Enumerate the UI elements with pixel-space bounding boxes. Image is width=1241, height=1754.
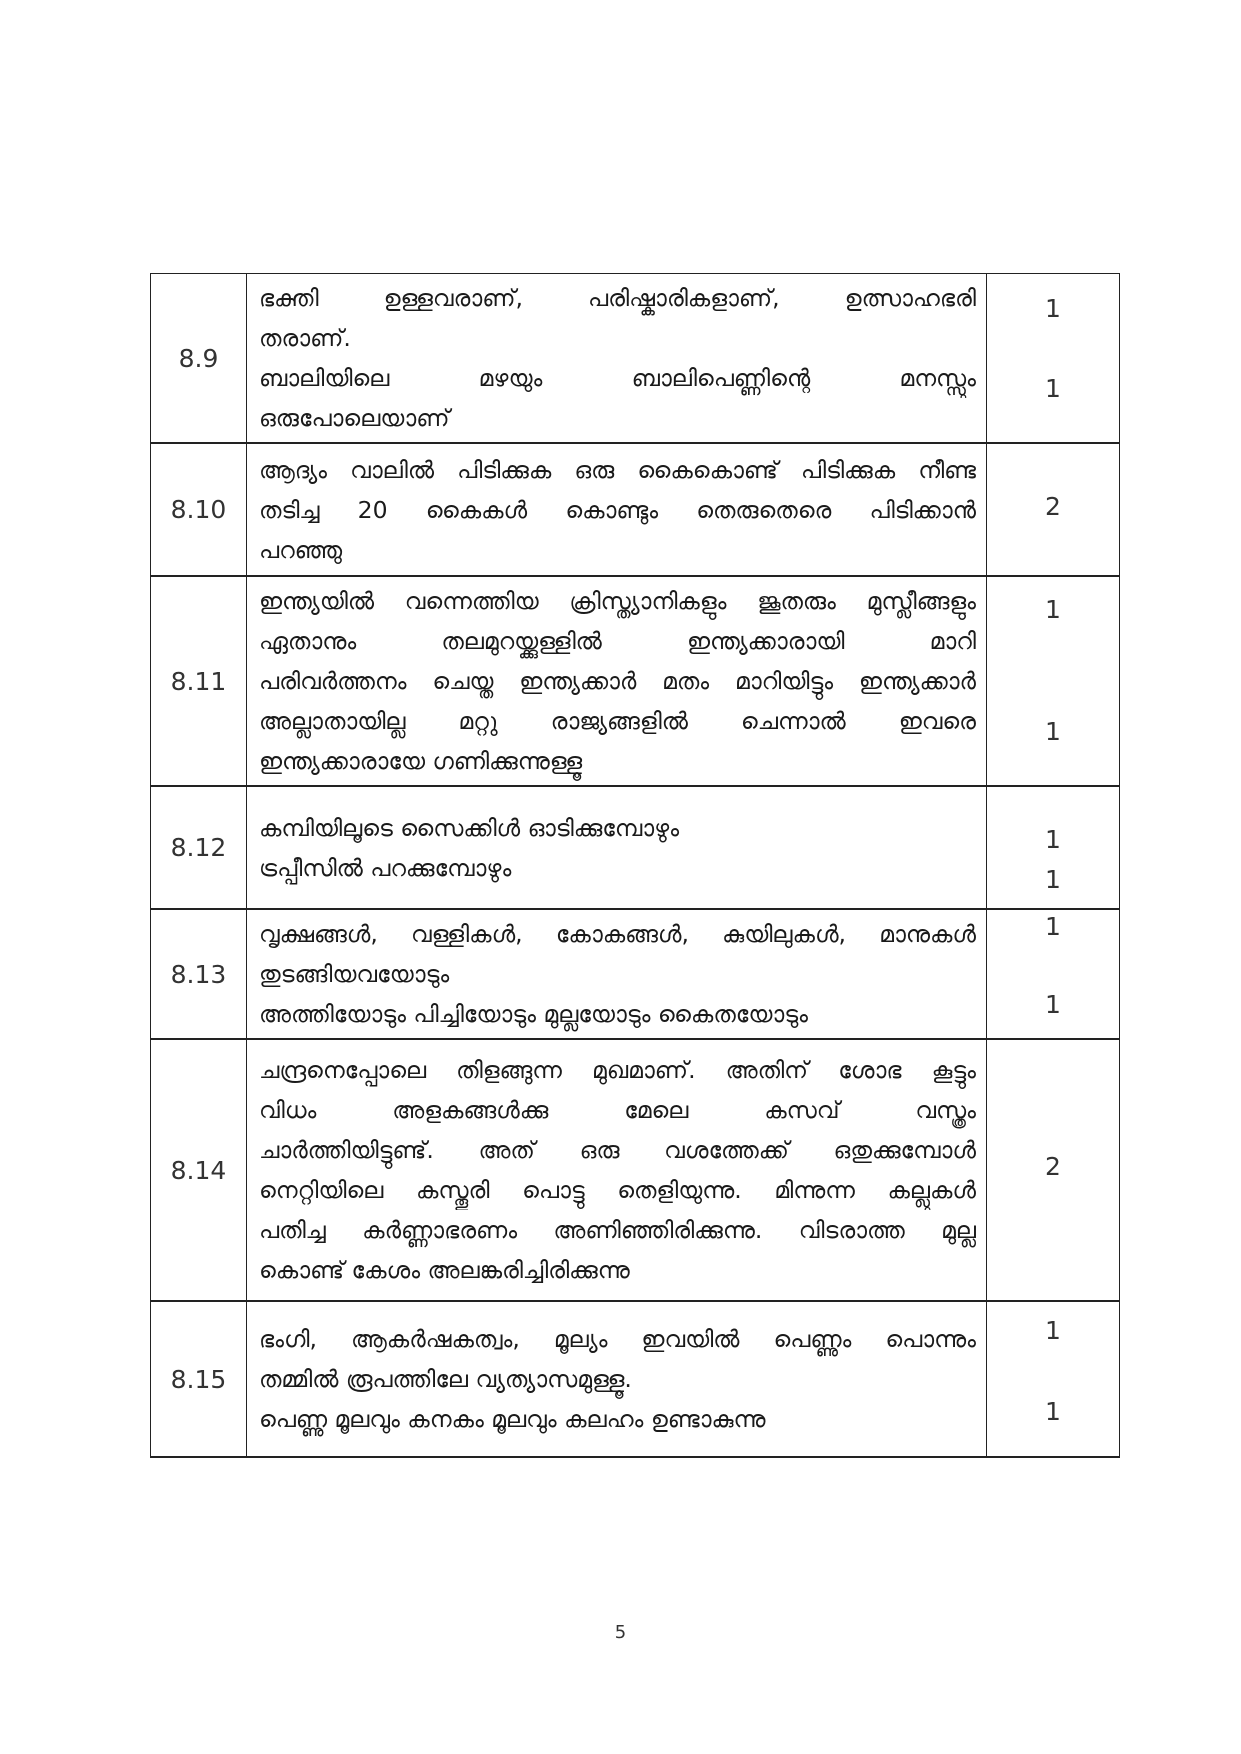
answer-text [247,1039,987,1301]
question-number: 8.10 [151,443,247,576]
page-number: 5 [614,1622,627,1643]
mark-value: 1 [1045,990,1061,1019]
table-row [151,576,1120,786]
question-number: 8.12 [151,786,247,909]
answer-line: ആദ്യം വാലിൽ പിടിക്കുക ഒരു കൈകൊണ്ട് പിടിക്കുക നീണ്ട [259,455,976,484]
question-number: 8.13 [151,909,247,1039]
answer-text [247,786,987,909]
answer-line: വൃക്ഷങ്ങൾ, വള്ളികൾ, കോകങ്ങൾ, കുയിലുകൾ, മാനുകൾ [259,920,976,948]
table-row [151,274,1120,444]
answer-line: തുടങ്ങിയവയോടും [259,960,450,988]
answer-line: പതിച്ച കർണ്ണാഭരണം അണിഞ്ഞിരിക്കുന്നു. വിടരാത്ത മുല്ല [259,1216,976,1244]
mark-value: 1 [1045,825,1061,854]
answer-line: പെണ്ണു മൂലവും കനകം മൂലവും കലഹം ഉണ്ടാകുന്നു [259,1405,766,1433]
mark-value: 1 [1045,374,1061,403]
answer-key-table [150,273,1120,1458]
table-row [151,1039,1120,1301]
table-row [151,786,1120,909]
mark-value: 1 [1045,912,1061,941]
mark-value: 1 [1045,865,1061,894]
answer-text [247,1301,987,1457]
answer-line: അത്തിയോടും പിച്ചിയോടും മുല്ലയോടും കൈതയോടും [259,1000,808,1028]
answer-text [247,274,987,444]
table-row [151,909,1120,1039]
answer-line: അല്ലാതായില്ല മറ്റു രാജ്യങ്ങളിൽ ചെന്നാൽ ഇവരെ [259,707,976,735]
mark-value: 2 [1045,1152,1061,1181]
answer-line: പരിവർത്തനം ചെയ്ത ഇന്ത്യക്കാർ മതം മാറിയിട്ടും ഇന്ത്യക്കാർ [259,667,976,695]
answer-line: ബാലിയിലെ മഴയും ബാലിപെണ്ണിന്റെ മനസ്സും [259,364,976,392]
answer-line: ചന്ദ്രനെപ്പോലെ തിളങ്ങുന്ന മുഖമാണ്. അതിന് ശോഭ കൂട്ടും [259,1056,976,1084]
marks-cell [987,909,1120,1039]
answer-line: ഇന്ത്യക്കാരായേ ഗണിക്കുന്നുള്ളൂ [259,747,583,775]
answer-text [247,576,987,786]
marks-cell [987,576,1120,786]
answer-line: വിധം അളകങ്ങൾക്കു മേലെ കസവ് വസ്ത്രം [259,1096,976,1124]
marks-cell [987,786,1120,909]
answer-line: തമ്മിൽ രൂപത്തിലേ വ്യത്യാസമുള്ളൂ. [259,1365,632,1393]
answer-line: തരാണ്. [259,324,351,352]
mark-value: 2 [1045,492,1061,521]
answer-line: ഭക്തി ഉള്ളവരാണ്, പരിഷ്കാരികളാണ്, ഉത്സാഹഭരി [259,284,976,312]
answer-line: ഇന്ത്യയിൽ വന്നെത്തിയ ക്രിസ്ത്യാനികളും ജൂതരും മുസ്ലീങ്ങളും [259,587,976,615]
question-number: 8.11 [151,576,247,786]
mark-value: 1 [1045,717,1061,746]
answer-line: ഏതാനും തലമുറയ്ക്കുള്ളിൽ ഇന്ത്യക്കാരായി മാറി [259,627,976,655]
marks-cell [987,443,1120,576]
mark-value: 1 [1045,294,1061,323]
mark-value: 1 [1045,1397,1061,1426]
answer-line: ഭംഗി, ആകർഷകത്വം, മൂല്യം ഇവയിൽ പെണ്ണും പൊന്നും [259,1325,976,1353]
mark-value: 1 [1045,1316,1061,1345]
answer-line: തടിച്ച 20 കൈകൾ കൊണ്ടും തെരുതെരെ പിടിക്കാൻ [259,495,976,524]
answer-line: നെറ്റിയിലെ കസ്തൂരി പൊട്ടു തെളിയുന്നു. മിന്നുന്ന കല്ലുകൾ [259,1176,976,1204]
answer-text [247,443,987,576]
question-number: 8.9 [151,274,247,444]
answer-line: ഒരുപോലെയാണ് [259,404,450,432]
table-row [151,443,1120,576]
answer-line: പറഞ്ഞു [259,535,343,564]
marks-cell [987,274,1120,444]
marks-cell [987,1039,1120,1301]
table-row [151,1301,1120,1457]
answer-text [247,909,987,1039]
answer-line: കൊണ്ട് കേശം അലങ്കരിച്ചിരിക്കുന്നു [259,1256,630,1284]
answer-line: കമ്പിയിലൂടെ സൈക്കിൾ ഓടിക്കുമ്പോഴും [259,813,680,842]
answer-line: ട്രപ്പീസിൽ പറക്കുമ്പോഴും [259,853,512,882]
answer-line: ചാർത്തിയിട്ടുണ്ട്. അത് ഒരു വശത്തേക്ക് ഒതുക്കുമ്പോൾ [259,1136,976,1164]
question-number: 8.15 [151,1301,247,1457]
question-number: 8.14 [151,1039,247,1301]
marks-cell [987,1301,1120,1457]
mark-value: 1 [1045,595,1061,624]
